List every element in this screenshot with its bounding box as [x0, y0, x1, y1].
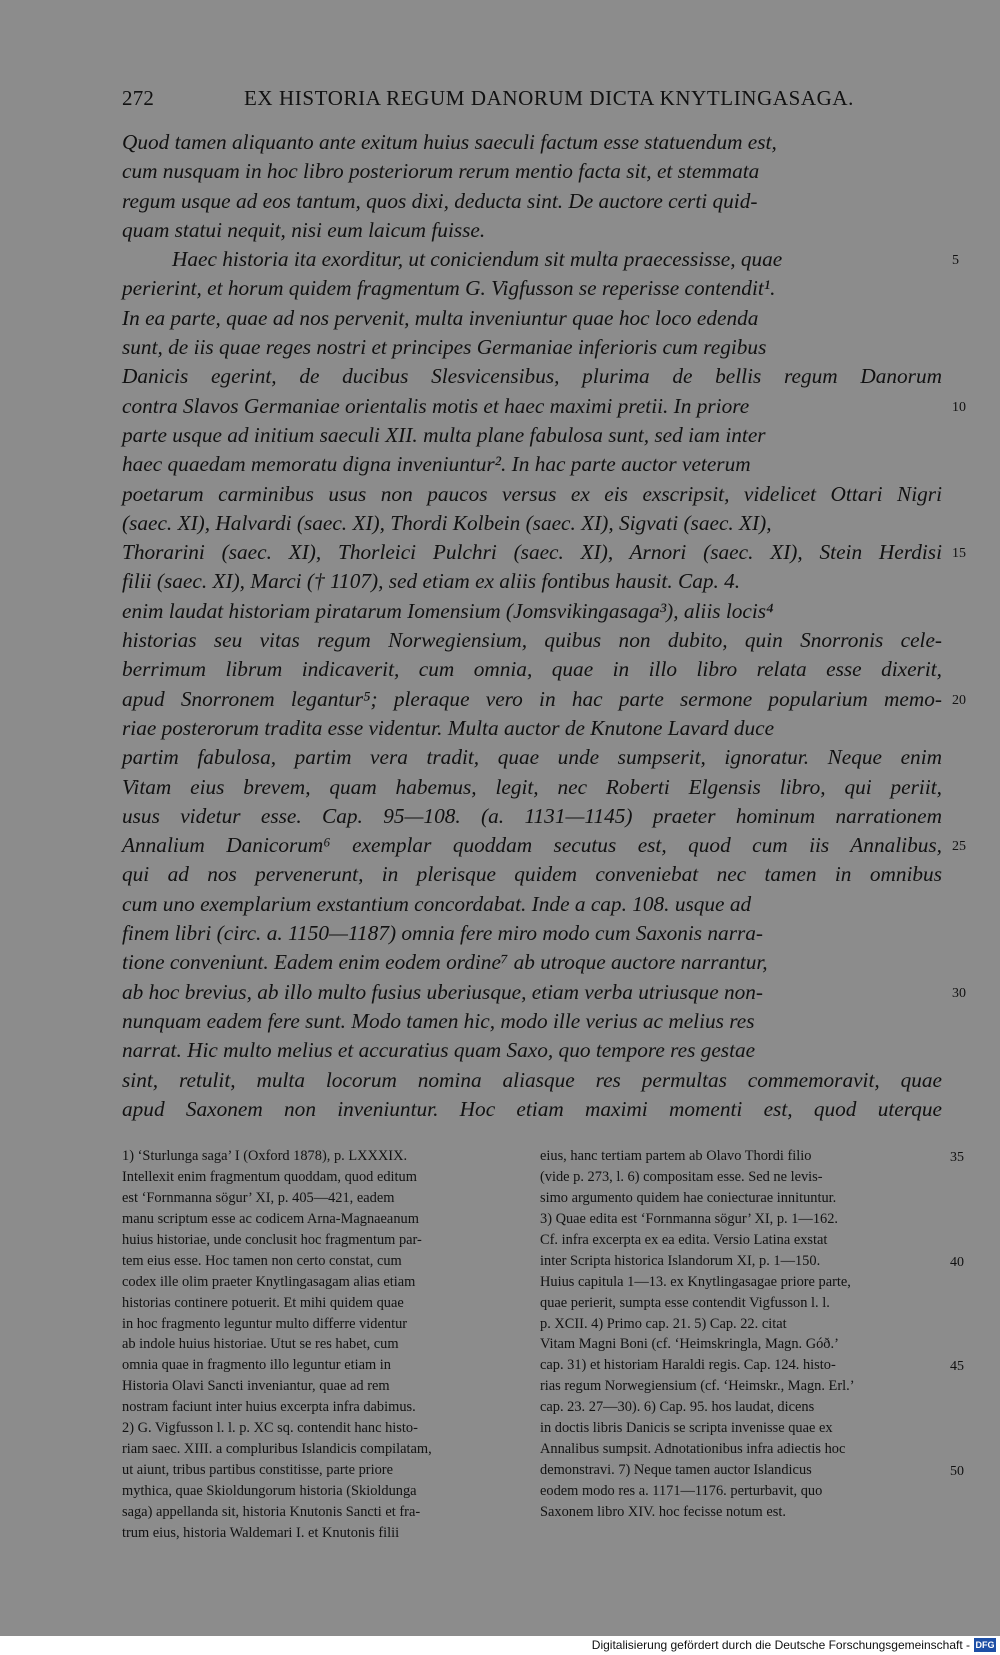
- body-line-text: contra Slavos Germaniae orientalis motis et haec maximi pretii. In priore: [122, 393, 750, 418]
- footnote-line: [122, 1251, 522, 1272]
- body-line-text: enim laudat historiam piratarum Iomensium (Jomsvikingasaga³), aliis locis⁴: [122, 598, 774, 623]
- body-line: [122, 655, 942, 684]
- body-line: [122, 831, 966, 860]
- main-text: [122, 128, 966, 1124]
- dfg-logo: DFG: [975, 1640, 995, 1650]
- footnote-line-text: in doctis libris Danicis se scripta invenisse quae ex: [540, 1420, 833, 1437]
- footnote-line: [540, 1397, 940, 1418]
- footnote-line: [122, 1209, 522, 1230]
- body-line-text: quam statui nequit, nisi eum laicum fuisse.: [122, 217, 486, 242]
- footnote-line-text: p. XCII. 4) Primo cap. 21. 5) Cap. 22. citat: [540, 1315, 787, 1332]
- line-number: 45: [950, 1359, 964, 1375]
- footnote-line: [122, 1397, 522, 1418]
- body-line-text: Vitam eius brevem, quam habemus, legit, nec Roberti Elgensis libro, qui periit,: [122, 774, 942, 799]
- footnote-line-text: omnia quae in fragmento illo leguntur etiam in: [122, 1357, 391, 1374]
- line-number: 5: [952, 253, 959, 269]
- footnote-line-text: Cf. infra excerpta ex ea edita. Versio Latina exstat: [540, 1231, 828, 1248]
- footnote-line-text: nostram faciunt inter huius excerpta infra dabimus.: [122, 1399, 416, 1416]
- footnote-line: [122, 1230, 522, 1251]
- body-line: [122, 128, 942, 157]
- footnote-line-text: in hoc fragmento leguntur multo differre videntur: [122, 1315, 408, 1332]
- footnote-line: [540, 1146, 964, 1167]
- body-line-text: In ea parte, quae ad nos pervenit, multa inveniuntur quae hoc loco edenda: [122, 305, 759, 330]
- body-line: [122, 362, 942, 391]
- body-line-text: usus videtur esse. Cap. 95—108. (a. 1131—1145) praeter hominum narrationem: [122, 803, 942, 828]
- body-line-text: Danicis egerint, de ducibus Slesvicensibus, plurima de bellis regum Danorum: [122, 364, 942, 389]
- footnote-line: [122, 1314, 522, 1335]
- body-line: [122, 802, 942, 831]
- body-line: [122, 304, 942, 333]
- footnote-line: [540, 1502, 940, 1523]
- line-number: 40: [950, 1254, 964, 1270]
- body-line-text: historias seu vitas regum Norwegiensium, quibus non dubito, quin Snorronis cele-: [122, 628, 942, 653]
- body-line: [122, 509, 942, 538]
- body-line: [122, 157, 942, 186]
- body-line-text: poetarum carminibus usus non paucos versus ex eis exscripsit, videlicet Ottari Nigri: [122, 481, 942, 506]
- body-line: [122, 216, 942, 245]
- body-line-text: ab hoc brevius, ab illo multo fusius uberiusque, etiam verba utriusque non-: [122, 979, 764, 1004]
- footnote-line-text: demonstravi. 7) Neque tamen auctor Islandicus: [540, 1462, 812, 1479]
- footnote-line: [540, 1481, 940, 1502]
- footnote-line: [540, 1376, 940, 1397]
- footnote-line-text: simo argumento quidem hae coniecturae innituntur.: [540, 1189, 837, 1206]
- footnote-line: [122, 1334, 522, 1355]
- body-line: [122, 919, 942, 948]
- footnote-line: [122, 1439, 522, 1460]
- footnote-line-text: est ‘Fornmanna sögur’ XI, p. 405—421, eadem: [122, 1189, 395, 1206]
- footnote-line-text: codex ille olim praeter Knytlingasagam alias etiam: [122, 1273, 416, 1290]
- body-line: [122, 538, 966, 567]
- body-line: [122, 450, 942, 479]
- footnote-line-text: 3) Quae edita est ‘Fornmanna sögur’ XI, p. 1—162.: [540, 1210, 839, 1227]
- body-line-text: sunt, de iis quae reges nostri et principes Germaniae inferioris cum regibus: [122, 335, 767, 360]
- footnote-line-text: trum eius, historia Waldemari I. et Knutonis filii: [122, 1524, 400, 1541]
- footnote-line-text: ab indole huius historiae. Utut se res habet, cum: [122, 1336, 399, 1353]
- line-number: 50: [950, 1464, 964, 1480]
- footnote-line: [122, 1418, 522, 1439]
- line-number: 30: [952, 985, 966, 1001]
- body-line: [122, 743, 942, 772]
- body-line-text: (saec. XI), Halvardi (saec. XI), Thordi Kolbein (saec. XI), Sigvati (saec. XI),: [122, 510, 772, 535]
- running-title: EX HISTORIA REGUM DANORUM DICTA KNYTLINGASAGA.: [244, 86, 855, 110]
- page-number: 272: [122, 86, 155, 110]
- footnote-line-text: 1) ‘Sturlunga saga’ I (Oxford 1878), p. LXXXIX.: [122, 1148, 408, 1164]
- footnote-line: [540, 1272, 940, 1293]
- line-number: 15: [952, 546, 966, 562]
- body-line-text: parte usque ad initium saeculi XII. multa plane fabulosa sunt, sed iam inter: [122, 422, 766, 447]
- body-line: [122, 978, 966, 1007]
- footnote-line: [122, 1523, 522, 1544]
- footnote-line: [540, 1355, 964, 1376]
- footnote-line-text: cap. 31) et historiam Haraldi regis. Cap. 124. histo-: [540, 1357, 836, 1374]
- line-number: 35: [950, 1150, 964, 1165]
- body-line: [122, 567, 942, 596]
- body-line: [122, 1095, 942, 1124]
- footnote-line-text: huius historiae, unde conclusit hoc fragmentum par-: [122, 1231, 422, 1248]
- funding-credit: Digitalisierung gefördert durch die Deutsche Forschungsgemeinschaft -: [591, 1638, 970, 1652]
- footnote-line-text: tem eius esse. Hoc tamen non certo constat, cum: [122, 1252, 402, 1269]
- footnote-line-text: 2) G. Vigfusson l. l. p. XC sq. contendit hanc histo-: [122, 1420, 418, 1437]
- footnote-line: [122, 1460, 522, 1481]
- body-line: [122, 274, 942, 303]
- body-line-text: sint, retulit, multa locorum nomina aliasque res permultas commemoravit, quae: [122, 1067, 942, 1092]
- footnote-line-text: inter Scripta historica Islandorum XI, p. 1—150.: [540, 1252, 821, 1269]
- footnote-line: [122, 1188, 522, 1209]
- body-line-text: haec quaedam memoratu digna inveniuntur². In hac parte auctor veterum: [122, 452, 751, 477]
- line-number: 25: [952, 839, 966, 855]
- footnote-line-text: saga) appellanda sit, historia Knutonis Sancti et fra-: [122, 1503, 421, 1520]
- footnote-line-text: rias regum Norwegiensium (cf. ‘Heimskr., Magn. Erl.’: [540, 1378, 855, 1395]
- footnote-line: [540, 1418, 940, 1439]
- footnote-line-text: riam saec. XIII. a compluribus Islandicis compilatam,: [122, 1441, 432, 1458]
- footnotes-left-column: [122, 1146, 522, 1544]
- body-line-text: tione conveniunt. Eadem enim eodem ordine⁷ ab utroque auctore narrantur,: [122, 950, 768, 975]
- body-line: [122, 421, 942, 450]
- footnote-line: [540, 1230, 940, 1251]
- body-line: [122, 626, 942, 655]
- footnote-line: [122, 1272, 522, 1293]
- footnotes-right-column: [540, 1146, 964, 1523]
- body-line: [122, 685, 966, 714]
- body-line: [122, 1007, 942, 1036]
- footnote-line-text: historias continere potuerit. Et mihi quidem quae: [122, 1294, 404, 1311]
- footnote-line: [540, 1209, 940, 1230]
- footnote-line-text: ut aiunt, tribus partibus constitisse, parte priore: [122, 1462, 393, 1479]
- body-line-text: Quod tamen aliquanto ante exitum huius saeculi factum esse statuendum est,: [122, 130, 777, 154]
- footnote-line: [540, 1334, 940, 1355]
- footnote-line: [540, 1439, 940, 1460]
- running-header: [122, 86, 942, 114]
- body-line: [122, 890, 942, 919]
- footnote-line-text: Annalibus sumpsit. Adnotationibus infra adiectis hoc: [540, 1441, 846, 1458]
- footnote-line: [122, 1481, 522, 1502]
- footnote-line-text: Saxonem libro XIV. hoc fecisse notum est.: [540, 1503, 786, 1520]
- body-line: [122, 1036, 942, 1065]
- body-line-text: cum nusquam in hoc libro posteriorum rerum mentio facta sit, et stemmata: [122, 159, 760, 184]
- footnote-line: [540, 1460, 964, 1481]
- footnote-line: [540, 1314, 940, 1335]
- body-line: [122, 948, 942, 977]
- footnote-line: [122, 1146, 522, 1167]
- body-line-text: Haec historia ita exorditur, ut coniciendum sit multa praecessisse, quae: [172, 247, 783, 272]
- body-line-text: qui ad nos pervenerunt, in plerisque quidem conveniebat nec tamen in omnibus: [122, 862, 942, 887]
- body-line-text: perierint, et horum quidem fragmentum G. Vigfusson se reperisse contendit¹.: [122, 276, 776, 301]
- body-line: [122, 333, 942, 362]
- body-line-text: cum uno exemplarium exstantium concordabat. Inde a cap. 108. usque ad: [122, 891, 752, 916]
- footnote-line: [122, 1502, 522, 1523]
- footnote-line: [122, 1355, 522, 1376]
- body-line-text: regum usque ad eos tantum, quos dixi, deducta sint. De auctore certi quid-: [122, 188, 758, 213]
- body-line: [122, 245, 959, 274]
- body-line-text: filii (saec. XI), Marci († 1107), sed etiam ex aliis fontibus hausit. Cap. 4.: [122, 569, 741, 594]
- body-line-text: Annalium Danicorum⁶ exemplar quoddam secutus est, quod cum iis Annalibus,: [122, 833, 942, 858]
- body-line-text: riae posterorum tradita esse videntur. Multa auctor de Knutone Lavard duce: [122, 715, 775, 740]
- body-line: [122, 597, 942, 626]
- body-line-text: apud Snorronem legantur⁵; pleraque vero in hac parte sermone popularium memo-: [122, 686, 942, 711]
- footnote-line-text: (vide p. 273, l. 6) compositam esse. Sed ne levis-: [540, 1168, 823, 1185]
- body-line: [122, 480, 942, 509]
- line-number: 20: [952, 692, 966, 708]
- body-line: [122, 1066, 942, 1095]
- body-line: [122, 187, 942, 216]
- footnote-line-text: eius, hanc tertiam partem ab Olavo Thordi filio: [540, 1148, 812, 1164]
- footnote-line-text: Historia Olavi Sancti inveniantur, quae ad rem: [122, 1378, 390, 1395]
- footnote-line-text: mythica, quae Skioldungorum historia (Skioldunga: [122, 1483, 417, 1499]
- footnote-line-text: Huius capitula 1—13. ex Knytlingasagae priore parte,: [540, 1273, 851, 1290]
- footnote-line: [122, 1376, 522, 1397]
- footnote-line: [540, 1251, 964, 1272]
- body-line-text: narrat. Hic multo melius et accuratius quam Saxo, quo tempore res gestae: [122, 1038, 756, 1063]
- footnote-line: [540, 1167, 940, 1188]
- footnote-line-text: Vitam Magni Boni (cf. ‘Heimskringla, Magn. Góð.’: [540, 1336, 839, 1353]
- footnote-line: [122, 1293, 522, 1314]
- body-line: [122, 773, 942, 802]
- body-line-text: nunquam eadem fere sunt. Modo tamen hic, modo ille verius ac melius res: [122, 1008, 755, 1033]
- body-line: [122, 714, 942, 743]
- footnote-line-text: eodem modo res a. 1171—1176. perturbavit, quo: [540, 1483, 823, 1499]
- line-number: 10: [952, 399, 966, 415]
- body-line: [122, 860, 942, 889]
- footnote-line-text: manu scriptum esse ac codicem Arna-Magnaeanum: [122, 1210, 419, 1227]
- digitization-footer: [0, 1636, 1000, 1655]
- body-line-text: partim fabulosa, partim vera tradit, quae unde sumpserit, ignoratur. Neque enim: [122, 745, 942, 770]
- footnote-line: [540, 1293, 940, 1314]
- footnote-line: [122, 1167, 522, 1188]
- body-line-text: apud Saxonem non inveniuntur. Hoc etiam maximi momenti est, quod uterque: [122, 1096, 942, 1121]
- footnote-line-text: Intellexit enim fragmentum quoddam, quod editum: [122, 1168, 417, 1185]
- footnote-line: [540, 1188, 940, 1209]
- body-line-text: Thorarini (saec. XI), Thorleici Pulchri (saec. XI), Arnori (saec. XI), Stein Herdisi: [122, 540, 942, 565]
- body-line-text: finem libri (circ. a. 1150—1187) omnia fere miro modo cum Saxonis narra-: [122, 921, 764, 946]
- body-line: [122, 392, 966, 421]
- footnote-line-text: quae perierit, sumpta esse contendit Vigfusson l. l.: [540, 1294, 830, 1311]
- footnote-line-text: cap. 23. 27—30). 6) Cap. 95. hos laudat, dicens: [540, 1399, 815, 1416]
- body-line-text: berrimum librum indicaverit, cum omnia, quae in illo libro relata esse dixerit,: [122, 657, 942, 682]
